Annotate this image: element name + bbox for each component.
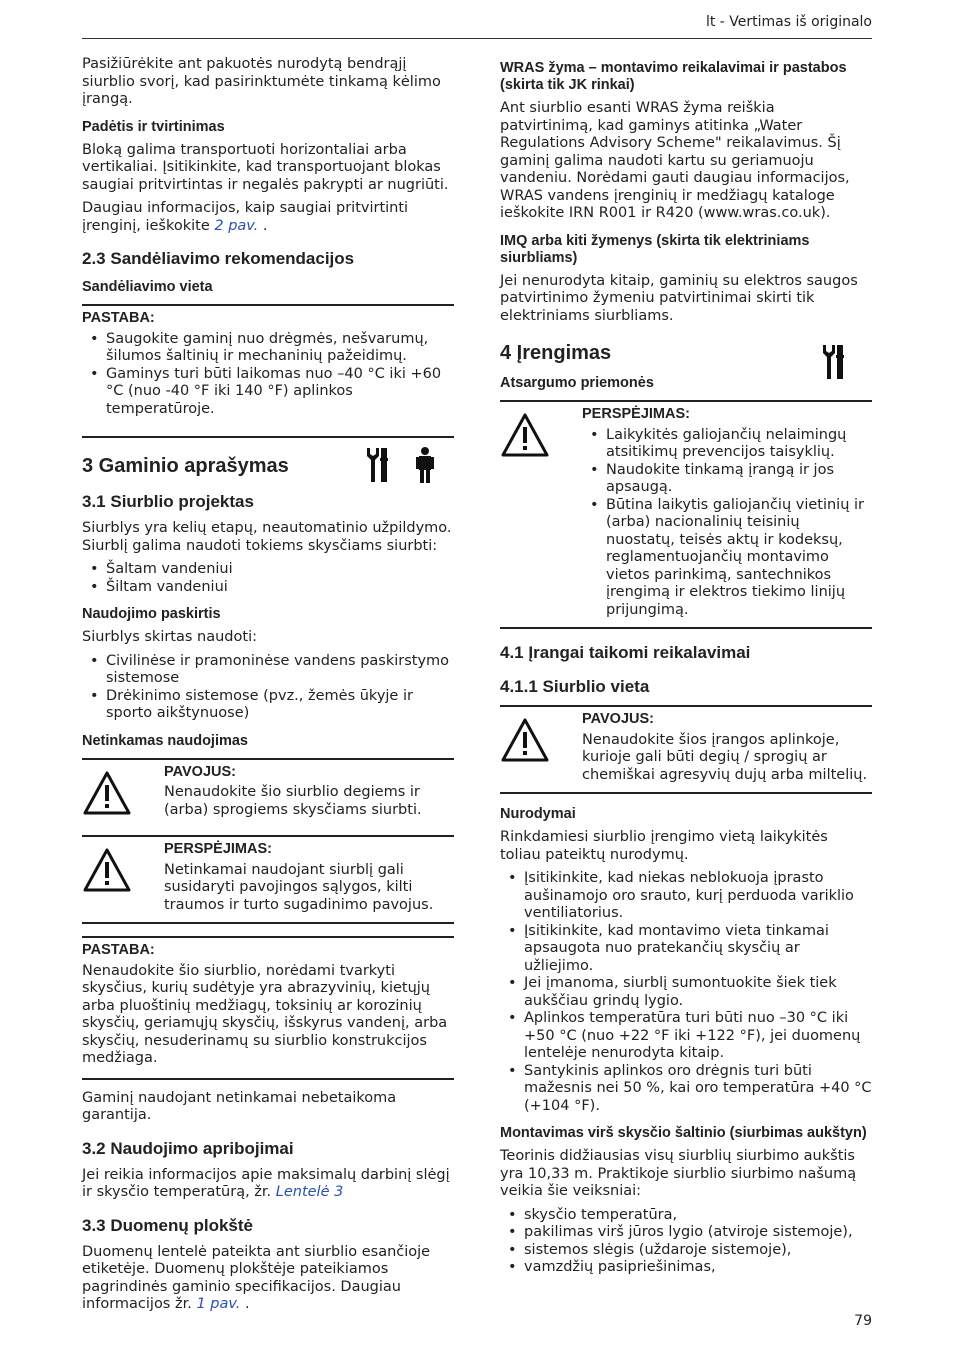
list-item: • Šaltam vandeniui xyxy=(82,561,454,579)
warning-triangle-icon xyxy=(82,764,164,822)
transport-paragraph: Bloką galima transportuoti horizontaliai arba vertikaliai. Įsitikinkite, kad transportuojant blokas saugiai pritvirtintas ir negalės pakrypti ar nugriūti. xyxy=(82,141,449,193)
weight-paragraph: Pasižiūrėkite ant pakuotės nurodytą bendrąjį siurblio svorį, kad pasirinktumėte tinkamą kėlimo įrangą. xyxy=(82,56,441,107)
section-3-2-heading: 3.2 Naudojimo apribojimai xyxy=(82,1138,294,1158)
more-info-suffix: . xyxy=(258,217,268,234)
wras-paragraph: Ant siurblio esanti WRAS žyma reiškia patvirtinimą, kad gaminys atitinka „Water Regulations Advisory Scheme" reikalavimus. Šį gaminį galima naudoti kartu su geriamuoju vandeniu. Norėdami gauti daugiau informacijos, WRAS vandens įrenginių ir medžiagų kataloge ieškokite IRN R001 ir R420 (www.wras.co.uk). xyxy=(500,100,850,221)
header-divider xyxy=(82,38,872,39)
list-item: • Naudokite tinkamą įrangą ir jos apsaugą. xyxy=(582,462,872,497)
suction-lift-heading: Montavimas virš skysčio šaltinio (siurbimas aukštyn) xyxy=(500,1125,867,1141)
plate-paragraph xyxy=(82,1244,454,1314)
right-column xyxy=(500,56,872,1285)
list-item: • Įsitikinkite, kad montavimo vieta tinkamai apsaugota nuo pratekančių skysčių ar užliejimo. xyxy=(500,923,872,976)
list-item: • Saugokite gaminį nuo drėgmės, nešvarumų, šilumos šaltinių ir mechaninių pažeidimų. xyxy=(82,331,454,366)
section-2-3-heading: 2.3 Sandėliavimo rekomendacijos xyxy=(82,249,355,268)
list-item: • Civilinėse ir pramoninėse vandens paskirstymo sistemose xyxy=(82,653,454,688)
person-icon xyxy=(414,446,436,490)
danger-box xyxy=(82,758,454,828)
figure-1-link[interactable]: 1 pav. xyxy=(196,1296,241,1312)
location-danger-box xyxy=(500,705,872,794)
misuse-note-text: Nenaudokite šio siurblio, norėdami tvarkyti skysčius, kurių sudėtyje yra abrazyvinių, kietųjų arba pluoštinių medžiagų, toksinių ar korozinių skysčių, geriamųjų skysčių, išskyrus vandenį, arba skysčių, nesuderinamų su siurblio konstrukcijos medžiaga. xyxy=(82,962,448,1066)
list-item: • Aplinkos temperatūra turi būti nuo –30 °C iki +50 °C (nuo +22 °F iki +122 °F), jei duomenų lentelėje nenurodyta kitaip. xyxy=(500,1010,872,1063)
page-number: 79 xyxy=(854,1313,872,1329)
warning-triangle-icon xyxy=(500,406,582,619)
pump-paragraph: Siurblys yra kelių etapų, neautomatinio užpildymo. Siurblį galima naudoti tokiems skysčiams siurbti: xyxy=(82,520,452,554)
list-item: • Įsitikinkite, kad niekas neblokuoja įprasto aušinamojo oro srauto, kurį perduoda variklio ventiliatorius. xyxy=(500,870,872,923)
running-header: lt - Vertimas iš originalo xyxy=(705,14,872,30)
list-item: • pakilimas virš jūros lygio (atviroje sistemoje), xyxy=(500,1224,872,1242)
warning-title: PERSPĖJIMAS: xyxy=(582,406,690,422)
list-item: • Būtina laikytis galiojančių vietinių ir (arba) nacionalinių teisinių nuostatų, teisės aktų ir kodeksų, reglamentuojančių montavimo vietos parinkimą, santechnikos įrengimą ir elektros tiekimo linijų prijungimą. xyxy=(582,497,872,620)
imq-paragraph: Jei nenurodyta kitaip, gaminių su elektros saugos patvirtinimo žymeniu patvirtinimai skirti tik elektriniams siurbliams. xyxy=(500,272,858,324)
suction-factors-list xyxy=(500,1207,872,1277)
installation-warning-list xyxy=(582,427,872,620)
warning-text: Netinkamai naudojant siurblį gali susidaryti pavojingos sąlygos, kilti traumos ir turto sugadinimo pavojus. xyxy=(164,861,434,913)
tools-icon xyxy=(364,446,390,490)
note-title: PASTABA: xyxy=(82,310,155,326)
guidelines-heading: Nurodymai xyxy=(500,806,576,822)
limits-paragraph xyxy=(82,1167,454,1202)
wras-heading: WRAS žyma – montavimo reikalavimai ir pastabos (skirta tik JK rinkai) xyxy=(500,60,847,93)
plate-suffix: . xyxy=(240,1296,250,1312)
precautions-heading: Atsargumo priemonės xyxy=(500,375,654,391)
guidelines-list xyxy=(500,870,872,1115)
danger-text: Nenaudokite šio siurblio degiems ir (arba) sprogiems skysčiams siurbti. xyxy=(164,784,422,818)
section-3-1-heading: 3.1 Siurblio projektas xyxy=(82,492,254,511)
misuse-note xyxy=(82,936,454,1080)
usage-paragraph: Siurblys skirtas naudoti: xyxy=(82,629,257,645)
storage-place-heading: Sandėliavimo vieta xyxy=(82,279,213,295)
figure-2-link[interactable]: 2 pav. xyxy=(214,217,259,234)
usage-list xyxy=(82,653,454,723)
danger-title: PAVOJUS: xyxy=(164,763,236,780)
imq-heading: IMQ arba kiti žymenys (skirta tik elektriniams siurbliams) xyxy=(500,232,810,266)
list-item: • vamzdžių pasipriešinimas, xyxy=(500,1259,872,1277)
storage-note xyxy=(82,304,454,438)
section-4-1-heading: 4.1 Įrangai taikomi reikalavimai xyxy=(500,643,751,662)
more-info-paragraph xyxy=(82,200,454,235)
warranty-paragraph: Gaminį naudojant netinkamai nebetaikoma garantija. xyxy=(82,1089,397,1123)
warning-title: PERSPĖJIMAS: xyxy=(164,841,272,857)
list-item: • skysčio temperatūra, xyxy=(500,1207,872,1225)
position-heading: Padėtis ir tvirtinimas xyxy=(82,118,225,135)
danger-text: Nenaudokite šios įrangos aplinkoje, kurioje gali būti degių / sprogių ar chemiškai agresyvių dujų arba miltelių. xyxy=(582,731,868,783)
section-3-3-heading: 3.3 Duomenų plokštė xyxy=(82,1215,253,1235)
installation-warning-box xyxy=(500,400,872,629)
pump-liquid-list xyxy=(82,561,454,596)
section-3-heading: 3 Gaminio aprašymas xyxy=(82,455,289,477)
note-title: PASTABA: xyxy=(82,942,155,958)
danger-title: PAVOJUS: xyxy=(582,711,654,727)
list-item: • Laikykitės galiojančių nelaimingų atsitikimų prevencijos taisyklių. xyxy=(582,427,872,462)
list-item: • Šiltam vandeniui xyxy=(82,579,454,597)
list-item: • Drėkinimo sistemose (pvz., žemės ūkyje ir sporto aikštynuose) xyxy=(82,688,454,723)
left-column xyxy=(82,56,454,1320)
list-item: • Santykinis aplinkos oro drėgnis turi būti mažesnis nei 50 %, kai oro temperatūra +40 °C (+104 °F). xyxy=(500,1063,872,1116)
suction-lift-paragraph: Teorinis didžiausias visų siurblių siurbimo aukštis yra 10,33 m. Praktikoje siurblio siurbimo našumą veikia šie veiksniai: xyxy=(500,1148,857,1199)
limits-text: Jei reikia informacijos apie maksimalų darbinį slėgį ir skysčio temperatūrą, žr. xyxy=(82,1166,450,1200)
section-4-1-1-heading: 4.1.1 Siurblio vieta xyxy=(500,677,650,696)
table-3-link[interactable]: Lentelė 3 xyxy=(275,1184,344,1200)
guidelines-paragraph: Rinkdamiesi siurblio įrengimo vietą laikykitės toliau pateiktų nurodymų. xyxy=(500,829,828,863)
section-4-heading: 4 Įrengimas xyxy=(500,342,612,364)
more-info-text: Daugiau informacijos, kaip saugiai pritvirtinti įrenginį, ieškokite xyxy=(82,200,409,234)
list-item: • Jei įmanoma, siurblį sumontuokite šiek tiek aukščiau grindų lygio. xyxy=(500,975,872,1010)
warning-triangle-icon xyxy=(82,841,164,914)
tools-icon xyxy=(820,343,846,387)
usage-heading: Naudojimo paskirtis xyxy=(82,606,221,622)
storage-note-list xyxy=(82,331,454,419)
warning-box xyxy=(82,835,454,924)
list-item: • sistemos slėgis (uždaroje sistemoje), xyxy=(500,1242,872,1260)
warning-triangle-icon xyxy=(500,711,582,784)
misuse-heading: Netinkamas naudojimas xyxy=(82,732,248,749)
plate-text: Duomenų lentelė pateikta ant siurblio esančioje etiketėje. Duomenų plokštėje pateikiamos pagrindinės gaminio specifikacijos. Daugiau informacijos žr. xyxy=(82,1243,431,1312)
list-item: • Gaminys turi būti laikomas nuo –40 °C iki +60 °C (nuo -40 °F iki 140 °F) aplinkos temperatūroje. xyxy=(82,366,454,419)
